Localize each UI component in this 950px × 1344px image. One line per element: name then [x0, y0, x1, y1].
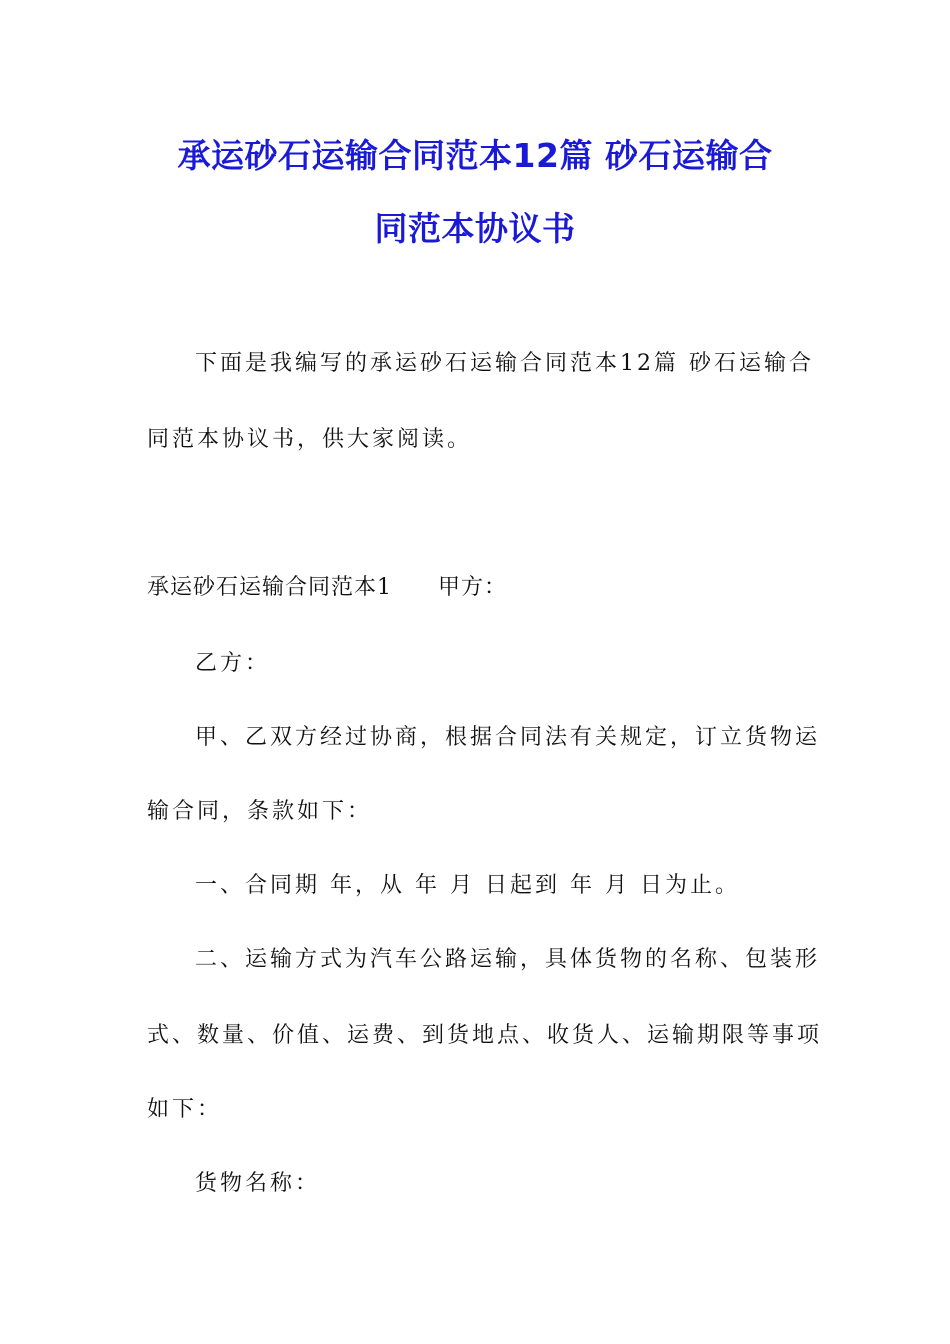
document-title-line-2: 同范本协议书 [374, 209, 576, 248]
goods-name-label: 货物名称： [195, 1171, 321, 1196]
clause-1: 一、合同期 年，从 年 月 日起到 年 月 日为止。 [195, 873, 740, 898]
party-b-label: 乙方： [195, 651, 271, 676]
clause-2-line-2: 式、数量、价值、运费、到货地点、收货人、运输期限等事项 [147, 1023, 823, 1048]
intro-line-2: 同范本协议书，供大家阅读。 [147, 427, 473, 452]
contract-heading: 承运砂石运输合同范本1 甲方： [147, 575, 507, 600]
agreement-line-2: 输合同，条款如下： [147, 799, 373, 824]
agreement-line-1: 甲、乙双方经过协商，根据合同法有关规定，订立货物运 [195, 725, 821, 750]
clause-2-line-1: 二、运输方式为汽车公路运输，具体货物的名称、包装形 [195, 947, 821, 972]
document-title-line-1: 承运砂石运输合同范本12篇 砂石运输合 [177, 136, 773, 175]
clause-2-line-3: 如下： [147, 1097, 223, 1122]
intro-line-1: 下面是我编写的承运砂石运输合同范本12篇 砂石运输合 [195, 351, 814, 376]
